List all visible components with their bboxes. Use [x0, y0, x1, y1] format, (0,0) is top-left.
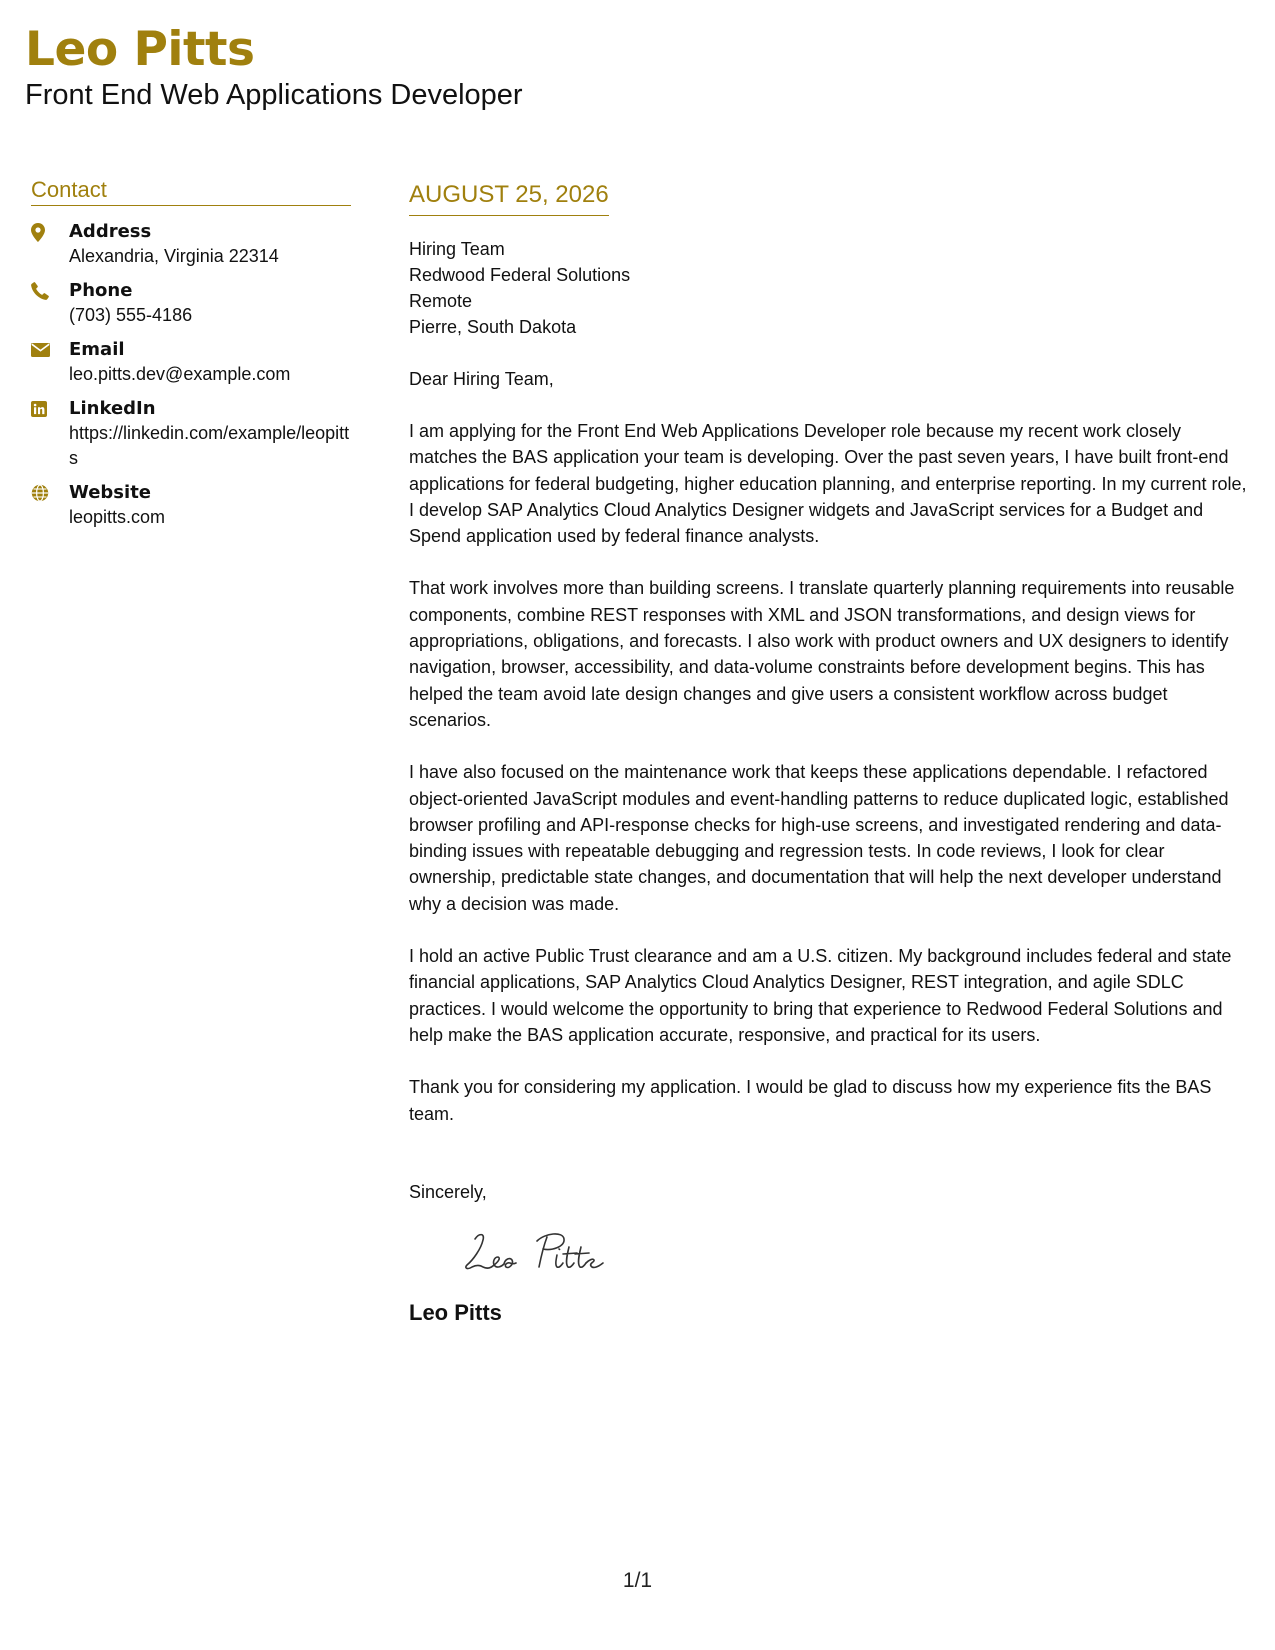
contact-label: Address [69, 221, 152, 242]
contact-label: Phone [69, 280, 133, 301]
linkedin-icon [31, 397, 69, 420]
envelope-icon [31, 338, 69, 361]
header [25, 22, 523, 112]
body-paragraph: I am applying for the Front End Web Applications Developer role because my recent work closely matches the BAS application your team is developing. Over the past seven years, I have built front-end applications for federal budgeting, higher education planning, and enterprise reporting. In my current role, I develop SAP Analytics Cloud Analytics Designer widgets and JavaScript services for a Budget and Spend application used by federal finance analysts. [409, 421, 1247, 547]
recipient-line: Hiring Team [409, 239, 505, 259]
contact-value: (703) 555-4186 [69, 305, 193, 325]
contact-value: leo.pitts.dev@example.com [69, 364, 291, 384]
phone-icon [31, 279, 69, 302]
recipient-line: Redwood Federal Solutions [409, 265, 631, 285]
contact-website [31, 481, 351, 530]
recipient-line: Pierre, South Dakota [409, 317, 577, 337]
greeting: Dear Hiring Team, [409, 369, 554, 389]
contact-label: Email [69, 339, 125, 360]
contact-label: LinkedIn [69, 398, 156, 419]
contact-value[interactable]: leopitts.com [69, 507, 166, 527]
contact-heading: Contact [31, 176, 351, 206]
closing: Sincerely, [409, 1181, 487, 1202]
map-pin-icon [31, 220, 69, 243]
letter-body [409, 180, 1249, 1327]
body-paragraph: I have also focused on the maintenance work that keeps these applications dependable. I refactored object-oriented JavaScript modules and event-handling patterns to reduce duplicated logic, established browser profiling and API-response checks for high-use screens, and investigated rendering and data-binding issues with repeatable debugging and regression tests. In code reviews, I look for clear ownership, predictable state changes, and documentation that will help the next developer understand why a decision was made. [409, 762, 1229, 914]
signer-name: Leo Pitts [409, 1299, 502, 1325]
contact-value: Alexandria, Virginia 22314 [69, 246, 279, 266]
applicant-title: Front End Web Applications Developer [25, 79, 523, 111]
body-paragraph: That work involves more than building screens. I translate quarterly planning requirements into reusable components, combine REST responses with XML and JSON transformations, and design views for appropriations, obligations, and forecasts. I also work with product owners and UX designers to identify navigation, browser, accessibility, and data-volume constraints before development begins. This has helped the team avoid late design changes and give users a consistent workflow across budget scenarios. [409, 578, 1235, 730]
body-paragraph: Thank you for considering my application. I would be glad to discuss how my experience fits the BAS team. [409, 1077, 1212, 1124]
contact-phone [31, 279, 351, 328]
applicant-name: Leo Pitts [25, 22, 255, 77]
contact-value[interactable]: https://linkedin.com/example/leopitts [69, 423, 350, 468]
recipient-block [409, 236, 1249, 340]
contact-email [31, 338, 351, 387]
contact-sidebar [31, 176, 351, 540]
globe-icon [31, 481, 69, 504]
signature-image [461, 1227, 621, 1277]
body-paragraph: I hold an active Public Trust clearance and am a U.S. citizen. My background includes federal and state financial applications, SAP Analytics Cloud Analytics Designer, REST integration, and agile SDLC practices. I would welcome the opportunity to bring that experience to Redwood Federal Solutions and help make the BAS application accurate, responsive, and practical for its users. [409, 946, 1232, 1045]
contact-linkedin [31, 397, 351, 471]
contact-label: Website [69, 482, 152, 503]
letter-date: AUGUST 25, 2026 [409, 180, 609, 216]
page-number: 1/1 [622, 1569, 653, 1592]
contact-address [31, 220, 351, 269]
recipient-line: Remote [409, 291, 473, 311]
